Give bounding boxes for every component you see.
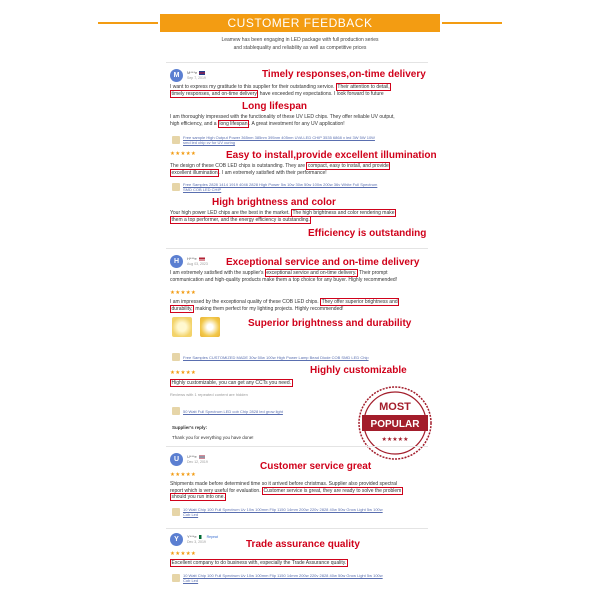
reviewer-name: Y***e Repeat bbox=[187, 534, 218, 539]
reviewer-name: M***e bbox=[187, 70, 205, 75]
review-heading: Trade assurance quality bbox=[246, 539, 360, 550]
banner-line-right bbox=[442, 22, 502, 24]
review-card bbox=[166, 528, 428, 598]
product-link[interactable]: 10 Watt Chip 100 Full Spectrum Uv 10w 100mm Flip 1150 14mm 200w 220v 2828 40w 50w Grow Light 5w 100w Cob Led bbox=[172, 573, 426, 583]
review-heading: Efficiency is outstanding bbox=[308, 228, 427, 239]
review-date: Aug 03, 2023 bbox=[187, 262, 208, 266]
review-date: Dec 3, 2019 bbox=[187, 540, 206, 544]
review-heading: Exceptional service and on-time delivery bbox=[226, 257, 420, 268]
review-heading: High brightness and color bbox=[212, 197, 336, 208]
review-text: Your high power LED chips are the best in the market. The high brightness and color rendering make them a top performer, and the energy efficiency is outstanding. bbox=[170, 210, 395, 223]
review-heading: Long lifespan bbox=[242, 101, 307, 112]
star-rating: ★★★★★ bbox=[170, 551, 197, 557]
review-text: I am extremely satisfied with the supplier's exceptional service and on-time delivery. Their prompt communication and high-quality products make them a top choice for any buyer. Highly recommended! bbox=[170, 270, 398, 283]
product-link[interactable]: 50 Watt Full Spectrum LED cob Chip 2828 led grow light bbox=[172, 407, 372, 415]
product-photo bbox=[172, 317, 192, 337]
star-rating: ★★★★★ bbox=[170, 472, 197, 478]
avatar: Y bbox=[170, 533, 183, 546]
star-rating: ★★★★★ bbox=[170, 290, 197, 296]
review-text: Highly customizable, you can get any CCTs you need. bbox=[171, 380, 292, 386]
review-text: I am thoroughly impressed with the functionality of these UV LED chips. They offer reliable UV output, high efficiency, and a long lifespan . A great investment for any UV application! bbox=[170, 114, 395, 127]
product-thumbnail bbox=[172, 574, 180, 582]
supplier-reply-label: Supplier's reply: bbox=[172, 425, 208, 430]
star-rating: ★★★★★ bbox=[170, 151, 197, 157]
review-text: I am impressed by the exceptional quality of these COB LED chips. They offer superior brightness and durability, making them perfect for my lighting projects. Highly recommended! bbox=[170, 299, 398, 312]
review-text: I want to express my gratitude to this supplier for their outstanding service. Their attention to detail, timely responses, and on-time delivery have exceeded my expectations. I look forward to future bbox=[170, 84, 390, 97]
reviewer-name: U***e bbox=[187, 454, 205, 459]
reviewer-name: H***e bbox=[187, 256, 205, 261]
review-text: Shipments made before determined time so it arrived before christmas. Supplier also provided spectral report which is very useful for evaluation. Customer service is great, they are ready to solve the problem should you run into one. bbox=[170, 481, 402, 500]
uk-flag-icon bbox=[199, 71, 205, 75]
supplier-reply-text: Thank you for everything you have done! bbox=[172, 435, 254, 440]
banner-title: CUSTOMER FEEDBACK bbox=[160, 14, 440, 32]
product-thumbnail bbox=[172, 353, 180, 361]
banner-line-left bbox=[98, 22, 158, 24]
star-rating: ★★★★★ bbox=[170, 370, 197, 376]
intro-line-2: and stablequality and reliability as well as competitive prices bbox=[233, 45, 367, 51]
product-link[interactable]: 10 Watt Chip 100 Full Spectrum Uv 10w 100mm Flip 1150 14mm 200w 220v 2828 40w 50w Grow Light 5w 100w Cob Led bbox=[172, 507, 426, 517]
th-flag-icon bbox=[199, 455, 205, 459]
review-heading: Customer service great bbox=[260, 461, 372, 472]
review-heading: Highly customizable bbox=[310, 365, 407, 376]
avatar: M bbox=[170, 69, 183, 82]
product-thumbnail bbox=[172, 136, 180, 144]
avatar: H bbox=[170, 255, 183, 268]
product-link[interactable]: Free Samples CUSTOMIZED MADE 30w 50w 100w High Power Lamp Bead Diode COB SMD LED Chip bbox=[172, 353, 424, 361]
intro-line-1: Leamew has been engaging in LED package with full production series bbox=[221, 37, 379, 43]
seal-line-2: POPULAR bbox=[370, 419, 420, 430]
seal-line-1: MOST bbox=[379, 401, 411, 413]
product-link[interactable]: Free sample High Output Power 365nm 385nm 395nm 405nm UVA LED CHIP 3535 6868 x led 3W 5W 10W smd led chip cv for UV curing bbox=[172, 135, 424, 145]
review-card bbox=[166, 446, 428, 524]
product-thumbnail bbox=[172, 407, 180, 415]
product-photo bbox=[200, 317, 220, 337]
product-thumbnail bbox=[172, 508, 180, 516]
hidden-reviews-note: Reviews with 1 repeated content are hidden bbox=[170, 392, 248, 397]
product-thumbnail bbox=[172, 183, 180, 191]
repeat-buyer-badge: Repeat bbox=[206, 535, 218, 539]
seal-stars: ★★★★★ bbox=[381, 436, 409, 443]
review-date: Dec 12, 2019 bbox=[187, 460, 208, 464]
intro-text bbox=[150, 36, 450, 52]
review-heading: Superior brightness and durability bbox=[248, 318, 412, 329]
review-heading: Timely responses,on-time delivery bbox=[262, 69, 426, 80]
review-heading: Easy to install,provide excellent illumination bbox=[226, 150, 437, 161]
review-date: Sep 7, 2019 bbox=[187, 76, 206, 80]
product-link[interactable]: Free Samples 2828 1414 1919 4046 2828 High Power 5w 10w 30w 50w 100w 200w 36v White Full Spectrum SMD COB LED CHIP bbox=[172, 182, 424, 192]
feedback-banner bbox=[160, 14, 440, 32]
review-card bbox=[166, 62, 437, 242]
review-text: The design of these COB LED chips is outstanding. They are compact, easy to install, and provide excellent illumination . I am extremely satisfied with their performance! bbox=[170, 163, 389, 176]
us-flag-icon bbox=[199, 257, 205, 261]
country-flag-icon bbox=[199, 535, 205, 539]
review-text: Excellent company to do business with, especially the Trade Assurance quality. bbox=[171, 560, 347, 566]
avatar: U bbox=[170, 453, 183, 466]
